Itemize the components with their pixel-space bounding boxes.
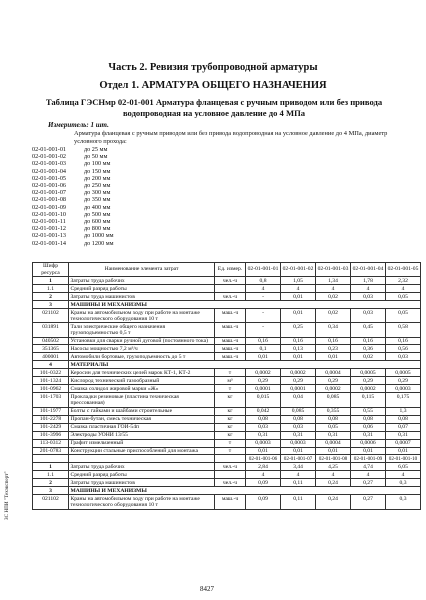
- row-value: 0,16: [351, 337, 386, 345]
- row-name: Средний разряд работы: [69, 471, 215, 479]
- row-value: 0,02: [316, 293, 351, 301]
- section-row: [33, 487, 421, 495]
- row-name: Электроды УОНИ 13/55: [69, 431, 215, 439]
- row-value: 0,8: [246, 277, 281, 285]
- code-list-size: до 300 мм: [84, 189, 111, 197]
- row-unit: чел.-ч: [215, 463, 246, 471]
- code-list-item: [32, 232, 114, 239]
- row-value: 0,27: [351, 495, 386, 509]
- row-value: 0,31: [386, 431, 421, 439]
- row-code: 2: [33, 479, 69, 487]
- row-value: 0,01: [386, 447, 421, 455]
- row-value: 0,0001: [281, 385, 316, 393]
- table-row: [33, 323, 421, 337]
- header-unit: [215, 455, 246, 463]
- row-name: Затраты труда рабочих: [69, 463, 215, 471]
- row-code: 2: [33, 293, 69, 301]
- code-list-code: 02-01-001-12: [32, 225, 67, 233]
- table-row: [33, 479, 421, 487]
- row-unit: кг: [215, 407, 246, 415]
- row-value: 0,01: [281, 447, 316, 455]
- code-list-item: [32, 218, 114, 225]
- row-value: 0,31: [246, 431, 281, 439]
- row-unit: т: [215, 447, 246, 455]
- row-code: 400001: [33, 353, 69, 361]
- meter-label: Измеритель: 1 шт.: [48, 121, 109, 129]
- row-value: 0,27: [351, 479, 386, 487]
- row-value: 0,085: [316, 393, 351, 407]
- row-code: 1.1: [33, 471, 69, 479]
- row-value: 4: [316, 285, 351, 293]
- section-row: [33, 361, 421, 369]
- row-unit: [215, 471, 246, 479]
- header-name: [69, 455, 215, 463]
- table-row: [33, 393, 421, 407]
- code-list-item: [32, 211, 114, 218]
- table-row: [33, 377, 421, 385]
- row-value: 4: [351, 471, 386, 479]
- code-list-item: [32, 153, 114, 160]
- table-header-row: [33, 455, 421, 463]
- row-value: 0,03: [246, 423, 281, 431]
- table-row: [33, 447, 421, 455]
- table-row: [33, 423, 421, 431]
- row-value: 0,0002: [351, 385, 386, 393]
- code-list-code: 02-01-001-05: [32, 174, 67, 182]
- code-list-size: до 800 мм: [84, 225, 111, 233]
- row-name: Конструкции стальные приспособлений для монтажа: [69, 447, 215, 455]
- row-value: 0,01: [246, 447, 281, 455]
- row-value: 0,03: [281, 423, 316, 431]
- row-value: 0,03: [386, 353, 421, 361]
- table-row: [33, 277, 421, 285]
- code-list-item: [32, 225, 114, 232]
- code-list: [32, 146, 114, 247]
- row-code: 031891: [33, 323, 69, 337]
- row-value: 0,11: [281, 495, 316, 509]
- row-value: 0,1: [246, 345, 281, 353]
- table-row: [33, 309, 421, 323]
- row-code: 101-0962: [33, 385, 69, 393]
- row-value: 0,08: [351, 415, 386, 423]
- row-value: -: [246, 323, 281, 337]
- row-value: 0,0004: [316, 439, 351, 447]
- code-list-code: 02-01-001-08: [32, 196, 67, 204]
- code-list-code: 02-01-001-07: [32, 189, 67, 197]
- row-unit: чел.-ч: [215, 277, 246, 285]
- row-value: 0,16: [316, 337, 351, 345]
- row-value: 6,05: [386, 463, 421, 471]
- table-header-row: [33, 263, 421, 277]
- row-value: 2,84: [246, 463, 281, 471]
- row-value: 4,25: [316, 463, 351, 471]
- row-value: 0,31: [316, 431, 351, 439]
- row-unit: т: [215, 369, 246, 377]
- code-list-item: [32, 182, 114, 189]
- row-code: 1.1: [33, 285, 69, 293]
- row-value: 0,56: [386, 345, 421, 353]
- row-value: 0,24: [316, 495, 351, 509]
- row-code: 101-1977: [33, 407, 69, 415]
- row-value: 0,01: [316, 447, 351, 455]
- row-value: 4: [316, 471, 351, 479]
- table-description: Арматура фланцевая с ручным приводом или без привода водопроводная на условное давление до 4 МПа, диаметр условного прохода:: [74, 130, 388, 145]
- row-value: 0,05: [316, 423, 351, 431]
- row-value: 0,55: [351, 407, 386, 415]
- section-name: МАШИНЫ И МЕХАНИЗМЫ: [69, 487, 421, 495]
- table-row: [33, 293, 421, 301]
- header-column-code: 02-01-001-10: [386, 455, 421, 463]
- table-row: [33, 471, 421, 479]
- row-value: -: [246, 309, 281, 323]
- row-code: 021102: [33, 309, 69, 323]
- row-name: Насосы мощностью 7,2 м³/ч: [69, 345, 215, 353]
- row-value: 0,02: [316, 309, 351, 323]
- row-value: 0,29: [316, 377, 351, 385]
- row-value: 0,16: [281, 337, 316, 345]
- row-value: 0,06: [351, 423, 386, 431]
- row-value: 0,07: [386, 423, 421, 431]
- header-column-code: 02-01-001-01: [246, 263, 281, 277]
- row-value: 0,25: [281, 323, 316, 337]
- table-row: [33, 385, 421, 393]
- row-code: 101-3996: [33, 431, 69, 439]
- row-name: Затраты труда машинистов: [69, 479, 215, 487]
- row-unit: чел.-ч: [215, 479, 246, 487]
- header-unit: Ед. измер.: [215, 263, 246, 277]
- row-name: Затраты труда машинистов: [69, 293, 215, 301]
- row-value: 0,09: [246, 495, 281, 509]
- row-value: 0,115: [351, 393, 386, 407]
- table-row: [33, 345, 421, 353]
- code-list-item: [32, 196, 114, 203]
- row-code: 021102: [33, 495, 69, 509]
- row-value: 0,0002: [246, 369, 281, 377]
- code-list-size: до 150 мм: [84, 167, 111, 175]
- row-value: 4: [386, 285, 421, 293]
- code-list-size: до 100 мм: [84, 160, 111, 168]
- row-name: Установки для сварки ручной дуговой (постоянного тока): [69, 337, 215, 345]
- row-value: 0,05: [386, 293, 421, 301]
- row-value: 4,74: [351, 463, 386, 471]
- part-title: Часть 2. Ревизия трубопроводной арматуры: [108, 62, 318, 73]
- row-value: 1,3: [386, 407, 421, 415]
- row-unit: кг: [215, 431, 246, 439]
- row-code: 101-0322: [33, 369, 69, 377]
- table-row: [33, 431, 421, 439]
- row-name: Тали электрические общего назначения грузоподъемностью 0,5 т: [69, 323, 215, 337]
- row-name: Прокладки резиновые (пластина техническая прессованная): [69, 393, 215, 407]
- header-column-code: 02-01-001-07: [281, 455, 316, 463]
- row-value: 0,015: [246, 393, 281, 407]
- row-code: 101-2278: [33, 415, 69, 423]
- row-value: 1,05: [281, 277, 316, 285]
- row-code: 201-0783: [33, 447, 69, 455]
- code-list-size: до 400 мм: [84, 203, 111, 211]
- table-row: [33, 495, 421, 509]
- code-list-item: [32, 240, 114, 247]
- row-value: 0,36: [351, 345, 386, 353]
- row-value: 4: [281, 471, 316, 479]
- header-column-code: 02-01-001-08: [316, 455, 351, 463]
- row-code: 351365: [33, 345, 69, 353]
- row-value: 1,78: [351, 277, 386, 285]
- row-value: 0,58: [386, 323, 421, 337]
- code-list-size: до 350 мм: [84, 196, 111, 204]
- row-value: 0,01: [246, 353, 281, 361]
- row-value: 4: [246, 471, 281, 479]
- row-value: 0,0002: [316, 385, 351, 393]
- code-list-item: [32, 175, 114, 182]
- row-value: 0,08: [386, 415, 421, 423]
- row-code: 3: [33, 487, 69, 495]
- row-value: 0,0006: [351, 439, 386, 447]
- row-code: 101-2429: [33, 423, 69, 431]
- row-value: 0,01: [316, 353, 351, 361]
- row-name: Краны на автомобильном ходу при работе на монтаже технологического оборудования 10 т: [69, 309, 215, 323]
- row-name: Краны на автомобильном ходу при работе на монтаже технологического оборудования 10 т: [69, 495, 215, 509]
- row-value: 2,32: [386, 277, 421, 285]
- row-value: 0,13: [281, 345, 316, 353]
- row-unit: маш.-ч: [215, 345, 246, 353]
- row-unit: т: [215, 385, 246, 393]
- row-value: 4: [386, 471, 421, 479]
- row-value: 0,085: [281, 407, 316, 415]
- row-value: 0,24: [316, 479, 351, 487]
- table-row: [33, 463, 421, 471]
- row-value: 0,01: [351, 447, 386, 455]
- row-unit: чел.-ч: [215, 293, 246, 301]
- row-value: 0,0005: [386, 369, 421, 377]
- row-code: 040502: [33, 337, 69, 345]
- table-title: Таблица ГЭСНмр 02-01-001 Арматура фланцевая с ручным приводом или без привода водопроводная на условное давление до 4 МПа: [45, 97, 383, 118]
- table-row: [33, 337, 421, 345]
- row-code: 101-1703: [33, 393, 69, 407]
- row-value: 0,29: [386, 377, 421, 385]
- row-value: 0,0002: [281, 369, 316, 377]
- row-code: 1: [33, 277, 69, 285]
- row-value: 0,175: [386, 393, 421, 407]
- row-value: 0,0003: [246, 439, 281, 447]
- row-name: Затраты труда рабочих: [69, 277, 215, 285]
- row-name: Керосин для технических целей марок КТ-1, КТ-2: [69, 369, 215, 377]
- row-value: 0,03: [351, 309, 386, 323]
- code-list-item: [32, 146, 114, 153]
- row-value: 4: [246, 285, 281, 293]
- row-value: 0,02: [351, 353, 386, 361]
- row-unit: кг: [215, 393, 246, 407]
- row-code: 113-0312: [33, 439, 69, 447]
- code-list-item: [32, 168, 114, 175]
- header-column-code: 02-01-001-03: [316, 263, 351, 277]
- code-list-item: [32, 204, 114, 211]
- row-value: 0,31: [351, 431, 386, 439]
- row-name: Смазка пластичная ГОИ-54п: [69, 423, 215, 431]
- row-value: 0,08: [316, 415, 351, 423]
- row-value: 0,0007: [386, 439, 421, 447]
- row-value: 0,0004: [316, 369, 351, 377]
- code-list-size: до 250 мм: [84, 182, 111, 190]
- header-column-code: 02-01-001-09: [351, 455, 386, 463]
- table-row: [33, 439, 421, 447]
- code-list-size: до 500 мм: [84, 210, 111, 218]
- section-title: Отдел 1. АРМАТУРА ОБЩЕГО НАЗНАЧЕНИЯ: [99, 80, 327, 91]
- code-list-code: 02-01-001-11: [32, 218, 66, 226]
- code-list-size: до 1200 мм: [84, 239, 114, 247]
- row-name: Смазка солидол жировой марки «Ж»: [69, 385, 215, 393]
- table-row: [33, 369, 421, 377]
- code-list-code: 02-01-001-09: [32, 203, 67, 211]
- row-value: 1,34: [316, 277, 351, 285]
- row-unit: м³: [215, 377, 246, 385]
- row-value: 0,08: [246, 415, 281, 423]
- section-row: [33, 301, 421, 309]
- row-unit: маш.-ч: [215, 353, 246, 361]
- row-code: 101-1324: [33, 377, 69, 385]
- code-list-code: 02-01-001-14: [32, 239, 67, 247]
- row-value: 0,0001: [246, 385, 281, 393]
- table-row: [33, 285, 421, 293]
- row-name: Автомобили бортовые, грузоподъемность до 5 т: [69, 353, 215, 361]
- page-number: 8427: [200, 585, 214, 593]
- row-value: 0,3: [386, 479, 421, 487]
- table-row: [33, 353, 421, 361]
- row-value: 0,11: [281, 479, 316, 487]
- row-value: 0,45: [351, 323, 386, 337]
- table-row: [33, 407, 421, 415]
- code-list-size: до 50 мм: [84, 153, 108, 161]
- resource-table: [32, 262, 421, 510]
- row-name: Кислород технический газообразный: [69, 377, 215, 385]
- section-name: МАТЕРИАЛЫ: [69, 361, 421, 369]
- code-list-size: до 200 мм: [84, 174, 111, 182]
- header-column-code: 02-01-001-05: [386, 263, 421, 277]
- row-value: 0,03: [351, 293, 386, 301]
- row-name: Пропан-бутан, смесь техническая: [69, 415, 215, 423]
- row-value: 0,16: [386, 337, 421, 345]
- row-value: 0,29: [351, 377, 386, 385]
- row-value: -: [246, 293, 281, 301]
- row-value: 0,042: [246, 407, 281, 415]
- code-list-size: до 600 мм: [84, 218, 111, 226]
- code-list-code: 02-01-001-02: [32, 153, 67, 161]
- row-value: 0,3: [386, 495, 421, 509]
- row-value: 4: [281, 285, 316, 293]
- code-list-size: до 25 мм: [84, 146, 108, 153]
- row-value: 0,01: [281, 309, 316, 323]
- code-list-code: 02-01-001-04: [32, 167, 67, 175]
- row-unit: маш.-ч: [215, 309, 246, 323]
- row-value: 0,29: [246, 377, 281, 385]
- row-unit: маш.-ч: [215, 323, 246, 337]
- row-value: 0,01: [281, 353, 316, 361]
- code-list-item: [32, 160, 114, 167]
- row-unit: [215, 285, 246, 293]
- header-code: Шифр ресурса: [33, 263, 69, 277]
- row-value: 0,08: [281, 415, 316, 423]
- row-value: 0,0003: [386, 385, 421, 393]
- section-name: МАШИНЫ И МЕХАНИЗМЫ: [69, 301, 421, 309]
- header-code: [33, 455, 69, 463]
- header-column-code: 02-01-001-02: [281, 263, 316, 277]
- table-row: [33, 415, 421, 423]
- row-value: 0,0005: [351, 369, 386, 377]
- row-unit: маш.-ч: [215, 337, 246, 345]
- row-value: 0,04: [281, 393, 316, 407]
- row-name: Болты с гайками и шайбами строительные: [69, 407, 215, 415]
- code-list-code: 02-01-001-13: [32, 232, 67, 240]
- header-column-code: 02-01-001-04: [351, 263, 386, 277]
- row-value: 0,01: [281, 293, 316, 301]
- row-unit: т: [215, 439, 246, 447]
- row-name: Графит измельченный: [69, 439, 215, 447]
- code-list-size: до 1000 мм: [84, 232, 114, 240]
- row-value: 0,355: [316, 407, 351, 415]
- row-code: 3: [33, 301, 69, 309]
- row-value: 0,05: [386, 309, 421, 323]
- side-watermark: ЗС НПИ "Техэксперт": [4, 471, 10, 520]
- row-code: 1: [33, 463, 69, 471]
- row-value: 4: [351, 285, 386, 293]
- row-value: 0,0003: [281, 439, 316, 447]
- row-value: 0,09: [246, 479, 281, 487]
- row-value: 0,31: [281, 431, 316, 439]
- row-value: 0,29: [281, 377, 316, 385]
- code-list-item: [32, 189, 114, 196]
- code-list-code: 02-01-001-01: [32, 146, 67, 153]
- row-value: 3,44: [281, 463, 316, 471]
- row-unit: кг: [215, 415, 246, 423]
- row-value: 0,16: [246, 337, 281, 345]
- row-unit: маш.-ч: [215, 495, 246, 509]
- row-value: 0,34: [316, 323, 351, 337]
- code-list-code: 02-01-001-03: [32, 160, 67, 168]
- row-name: Средний разряд работы: [69, 285, 215, 293]
- header-column-code: 02-01-001-06: [246, 455, 281, 463]
- code-list-code: 02-01-001-10: [32, 210, 67, 218]
- header-name: Наименование элемента затрат: [69, 263, 215, 277]
- row-value: 0,23: [316, 345, 351, 353]
- row-unit: кг: [215, 423, 246, 431]
- row-code: 4: [33, 361, 69, 369]
- code-list-code: 02-01-001-06: [32, 182, 67, 190]
